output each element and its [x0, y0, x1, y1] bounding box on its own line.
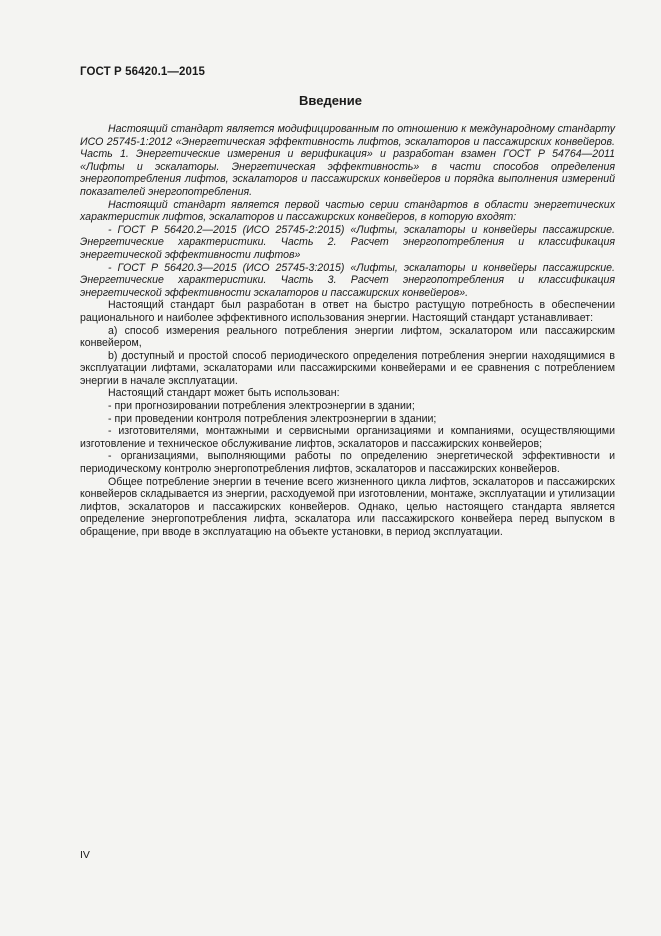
introduction-body	[80, 123, 615, 539]
paragraph: Общее потребление энергии в течение всего жизненного цикла лифтов, эскалаторов и пассажирских конвейеров складывается из энергии, расходуемой при изготовлении, монтаже, эксплуатации и утилизации лифтов, эскалаторов и пассажирских конвейеров. Однако, целью настоящего стандарта является определение энергопотребления лифта, эскалатора или пассажирского конвейера перед выпуском в обращение, при вводе в эксплуатацию на объекте установки, в период эксплуатации.	[80, 475, 615, 538]
list-item: b) доступный и простой способ периодического определения потребления энергии находящимися в эксплуатации лифтами, эскалаторами или пассажирскими конвейерами и ее сравнения с потреблением энергии в начале эксплуатации.	[80, 349, 615, 387]
page-number: IV	[80, 849, 90, 861]
paragraph: Настоящий стандарт может быть использован:	[108, 387, 340, 400]
list-item: - при проведении контроля потребления электроэнергии в здании;	[108, 412, 437, 425]
paragraph: - ГОСТ Р 56420.3—2015 (ИСО 25745-3:2015) «Лифты, эскалаторы и конвейеры пассажирские. Энергетические характеристики. Часть 3. Расчет энергопотребления и классификация энергетической эффективности эскалаторов и пассажирских конвейеров».	[80, 261, 615, 299]
list-item: - изготовителями, монтажными и сервисными организациями и компаниями, осуществляющими изготовление и техническое обслуживание лифтов, эскалаторов и пассажирских конвейеров;	[80, 425, 615, 450]
paragraph: Настоящий стандарт является первой частью серии стандартов в области энергетических характеристик лифтов, эскалаторов и пассажирских конвейеров, в которую входят:	[80, 198, 615, 224]
paragraph: Настоящий стандарт является модифицированным по отношению к международному стандарту ИСО 25745-1:2012 «Энергетическая эффективность лифтов, эскалаторов и пассажирских конвейеров. Часть 1. Энергетические измерения и верификация» и разработан взамен ГОСТ Р 54764—2011 «Лифты и эскалаторы. Энергетическая эффективность» в части способов определения энергопотребления лифтов, эскалаторов и пассажирских конвейеров и порядка выполнения измерений показателей энергопотребления.	[80, 123, 615, 198]
list-item: - при прогнозировании потребления электроэнергии в здании;	[108, 400, 415, 413]
paragraph: - ГОСТ Р 56420.2—2015 (ИСО 25745-2:2015) «Лифты, эскалаторы и конвейеры пассажирские. Энергетические характеристики. Часть 2. Расчет энергопотребления и классификация энергетической эффективности лифтов»	[80, 223, 615, 261]
list-item: а) способ измерения реального потребления энергии лифтом, эскалатором или пассажирским конвейером,	[80, 324, 615, 350]
list-item: - организациями, выполняющими работы по определению энергетической эффективности и периодическому контролю энергопотребления лифтов, эскалаторов и пассажирских конвейеров.	[80, 450, 615, 476]
section-title: Введение	[299, 93, 362, 108]
document-id-header: ГОСТ Р 56420.1—2015	[80, 66, 205, 78]
paragraph: Настоящий стандарт был разработан в ответ на быстро растущую потребность в обеспечении рационального и наиболее эффективного использования энергии. Настоящий стандарт устанавливает:	[80, 299, 615, 324]
